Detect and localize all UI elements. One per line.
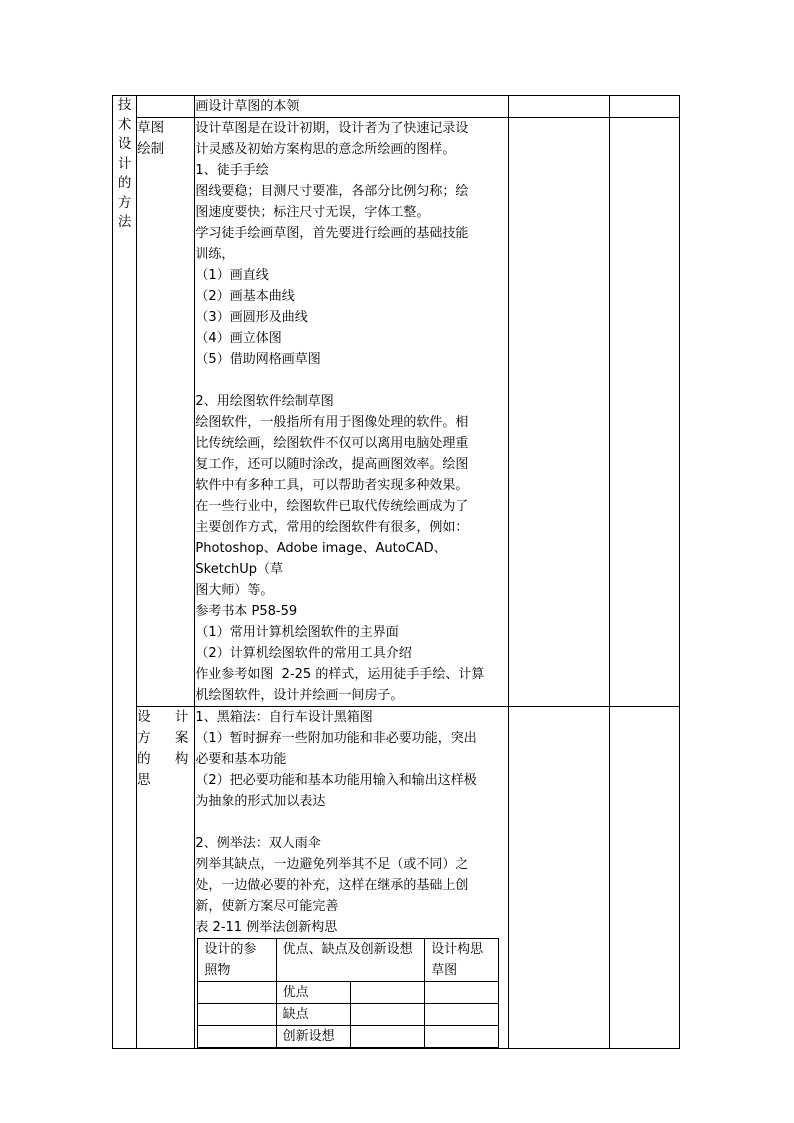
side-label-cell: [113, 96, 137, 1049]
content-line: 学习徒手绘画草图，首先要进行绘画的基础技能: [195, 226, 469, 241]
content-line: 表 2-11 例举法创新构思: [195, 920, 338, 935]
side-label-char: 方: [117, 194, 132, 211]
content-line: 训练，: [195, 247, 235, 262]
inner-cell: [350, 982, 424, 1004]
content-cell-concept: [195, 707, 509, 1049]
category-label-char: 设: [137, 709, 151, 725]
content-line: 2、例举法：双人雨伞: [195, 836, 321, 851]
content-line: Photoshop、Adobe image、AutoCAD、SketchUp（草: [195, 541, 447, 577]
lesson-plan-table: [112, 95, 680, 1049]
content-line: （5）借助网格画草图: [195, 352, 321, 367]
content-line: 主要创作方式，常用的绘图软件有很多，例如：: [195, 520, 469, 535]
inner-row: [198, 1026, 499, 1048]
content-line: （2）计算机绘图软件的常用工具介绍: [195, 646, 412, 661]
category-label-char: 思: [137, 772, 151, 788]
blank-cell: [609, 96, 679, 118]
blank-cell: [609, 707, 679, 1049]
content-line: 复工作，还可以随时涂改，提高画图效率。绘图: [195, 457, 469, 472]
content-line: 列举其缺点，一边避免列举其不足（或不同）之: [195, 857, 469, 872]
category-label-line: [137, 728, 194, 749]
inner-header-sketch: 设计构思 草图: [425, 939, 499, 982]
category-label-char: 案: [174, 730, 189, 746]
category-label-line: [137, 770, 194, 791]
content-line: 绘图软件，一般指所有用于图像处理的软件。相: [195, 415, 469, 430]
content-line: 2、用绘图软件绘制草图: [195, 394, 334, 409]
enumeration-method-table: [197, 938, 499, 1048]
inner-header-pros-cons: 优点、缺点及创新设想: [276, 939, 424, 982]
table-row: [113, 707, 680, 1049]
side-label-char: 术: [117, 116, 132, 133]
inner-cell: [198, 1004, 276, 1026]
inner-cell: [350, 1004, 424, 1026]
content-line: 计灵感及初始方案构思的意念所绘画的图样。: [195, 142, 456, 157]
content-line: 作业参考如图 2-25 的样式，运用徒手手绘、计算: [195, 667, 485, 682]
category-label-line: [137, 707, 194, 728]
content-cell-sketch: [195, 118, 509, 707]
category-label-char: 的: [137, 751, 151, 767]
blank-cell: [609, 118, 679, 707]
blank-cell: [509, 118, 610, 707]
inner-cell: [198, 1026, 276, 1048]
content-line: （1）暂时摒弃一些附加功能和非必要功能，突出: [195, 731, 477, 746]
table-row: [113, 96, 680, 118]
content-line: 必要和基本功能: [195, 752, 287, 767]
content-line: 图线要稳；目测尺寸要准，各部分比例匀称；绘: [195, 184, 469, 199]
category-label-char: 构: [174, 751, 189, 767]
content-line: [195, 812, 508, 833]
inner-header-reference: 设计的参 照物: [198, 939, 276, 982]
content-line: 1、徒手手绘: [195, 163, 269, 178]
inner-cell: [198, 982, 276, 1004]
inner-cell: [425, 1004, 499, 1026]
content-line: 机绘图软件，设计并绘画一间房子。: [195, 688, 404, 703]
content-line: 1、黑箱法：自行车设计黑箱图: [195, 710, 373, 725]
category-label-char: 计: [174, 709, 189, 725]
inner-row-label: 创新设想: [276, 1026, 350, 1048]
side-label-char: 计: [117, 155, 132, 172]
blank-cell: [509, 96, 610, 118]
category-cell-sketch: [137, 118, 195, 707]
side-label-char: 的: [117, 175, 132, 191]
content-line: （2）画基本曲线: [195, 289, 295, 304]
content-line: 画设计草图的本领: [195, 99, 300, 114]
inner-row-label: 缺点: [276, 1004, 350, 1026]
category-label-line: [137, 749, 194, 770]
content-line: 比传统绘画，绘图软件不仅可以离用电脑处理重: [195, 436, 469, 451]
content-cell: [195, 96, 509, 118]
content-line: （1）画直线: [195, 268, 269, 283]
inner-row: [198, 982, 499, 1004]
side-label-char: 法: [117, 214, 132, 230]
content-line: （1）常用计算机绘图软件的主界面: [195, 625, 399, 640]
side-label-char: 技: [117, 97, 132, 113]
category-cell-concept: [137, 707, 195, 1049]
blank-cell: [509, 707, 610, 1049]
content-line: （3）画圆形及曲线: [195, 310, 308, 325]
content-line: 处，一边做必要的补充，这样在继承的基础上创: [195, 878, 469, 893]
content-line: （4）画立体图: [195, 331, 282, 346]
content-line: [195, 370, 508, 391]
inner-cell: [350, 1026, 424, 1048]
inner-row-label: 优点: [276, 982, 350, 1004]
category-cell-empty: [137, 96, 195, 118]
content-line: 图大师）等。: [195, 583, 274, 598]
inner-cell: [425, 1026, 499, 1048]
category-label: 绘制: [137, 141, 165, 157]
content-line: 为抽象的形式加以表达: [195, 794, 326, 809]
content-line: 在一些行业中，绘图软件已取代传统绘画成为了: [195, 499, 469, 514]
table-row: [113, 118, 680, 707]
inner-row: [198, 1004, 499, 1026]
content-lines: [195, 707, 508, 938]
side-label-char: 设: [117, 136, 132, 152]
category-label: 草图: [137, 120, 165, 136]
content-line: 软件中有多种工具，可以帮助者实现多种效果。: [195, 478, 469, 493]
content-line: 图速度要快；标注尺寸无误，字体工整。: [195, 205, 430, 220]
content-line: （2）把必要功能和基本功能用输入和输出这样极: [195, 773, 477, 788]
inner-header-row: [198, 939, 499, 982]
inner-cell: [425, 982, 499, 1004]
category-label-char: 方: [137, 730, 151, 746]
content-line: 设计草图是在设计初期，设计者为了快速记录设: [195, 121, 469, 136]
content-line: 参考书本 P58-59: [195, 604, 298, 619]
content-line: 新，使新方案尽可能完善: [195, 899, 339, 914]
